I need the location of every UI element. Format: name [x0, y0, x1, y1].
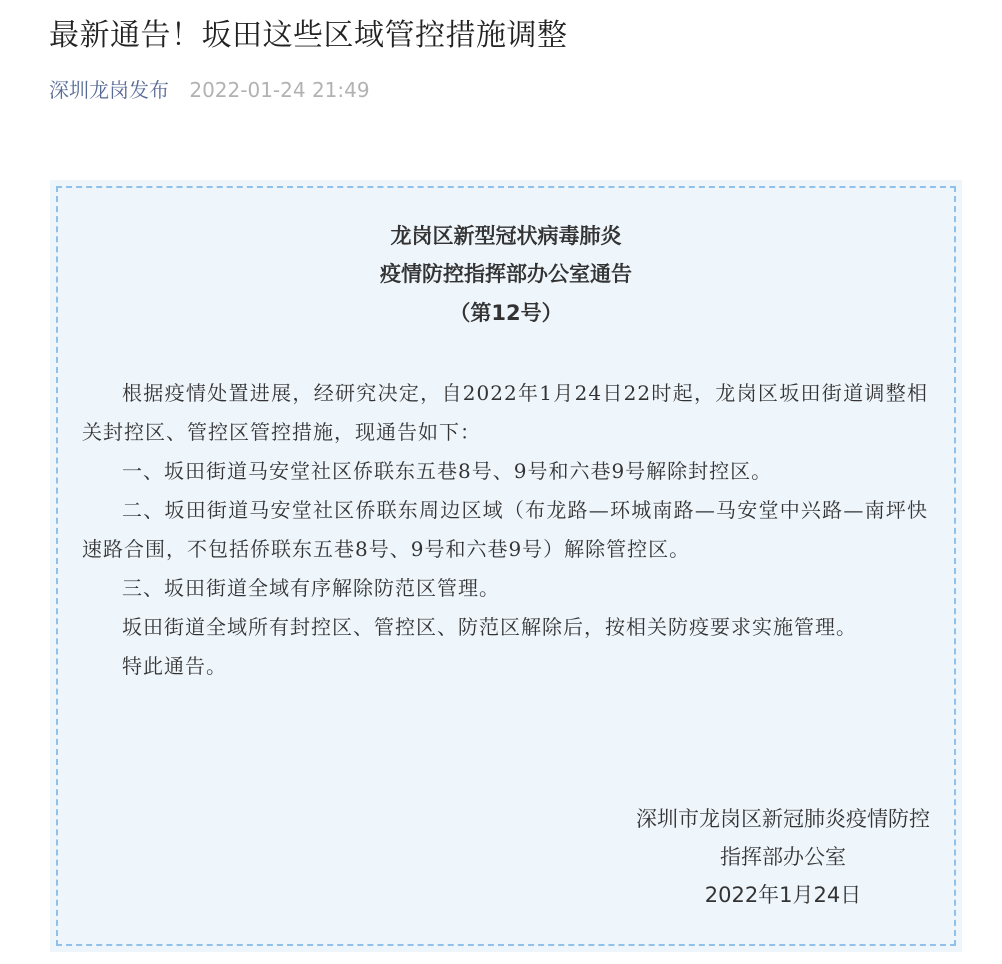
notice-box	[50, 180, 962, 952]
notice-heading-line2: 疫情防控指挥部办公室通告	[380, 262, 632, 286]
notice-paragraph-item-2: 二、坂田街道马安堂社区侨联东周边区域（布龙路—环城南路—马安堂中兴路—南坪快速路合围，不包括侨联东五巷8号、9号和六巷9号）解除管控区。	[82, 498, 928, 561]
notice-body	[82, 374, 928, 686]
publish-time: 2022-01-24 21:49	[189, 78, 370, 102]
notice-paragraph-closing: 特此通告。	[122, 654, 227, 678]
signature-date: 2022年1月24日	[704, 883, 862, 907]
notice-signature	[636, 800, 930, 914]
notice-paragraph-item-3: 三、坂田街道全域有序解除防范区管理。	[122, 576, 500, 600]
notice-number: （第12号）	[449, 301, 563, 325]
notice-heading-line1: 龙岗区新型冠状病毒肺炎	[390, 224, 622, 248]
signature-org-line2: 指挥部办公室	[720, 845, 846, 869]
article-meta	[49, 76, 370, 104]
notice-paragraph-intro: 根据疫情处置进展，经研究决定，自2022年1月24日22时起，龙岗区坂田街道调整相关封控区、管控区管控措施，现通告如下：	[82, 381, 928, 444]
account-name-link[interactable]: 深圳龙岗发布	[49, 78, 169, 102]
notice-paragraph-after: 坂田街道全域所有封控区、管控区、防范区解除后，按相关防疫要求实施管理。	[122, 615, 857, 639]
article-title: 最新通告！坂田这些区域管控措施调整	[49, 18, 568, 53]
signature-org-line1: 深圳市龙岗区新冠肺炎疫情防控	[636, 807, 930, 831]
notice-paragraph-item-1: 一、坂田街道马安堂社区侨联东五巷8号、9号和六巷9号解除封控区。	[122, 459, 773, 483]
